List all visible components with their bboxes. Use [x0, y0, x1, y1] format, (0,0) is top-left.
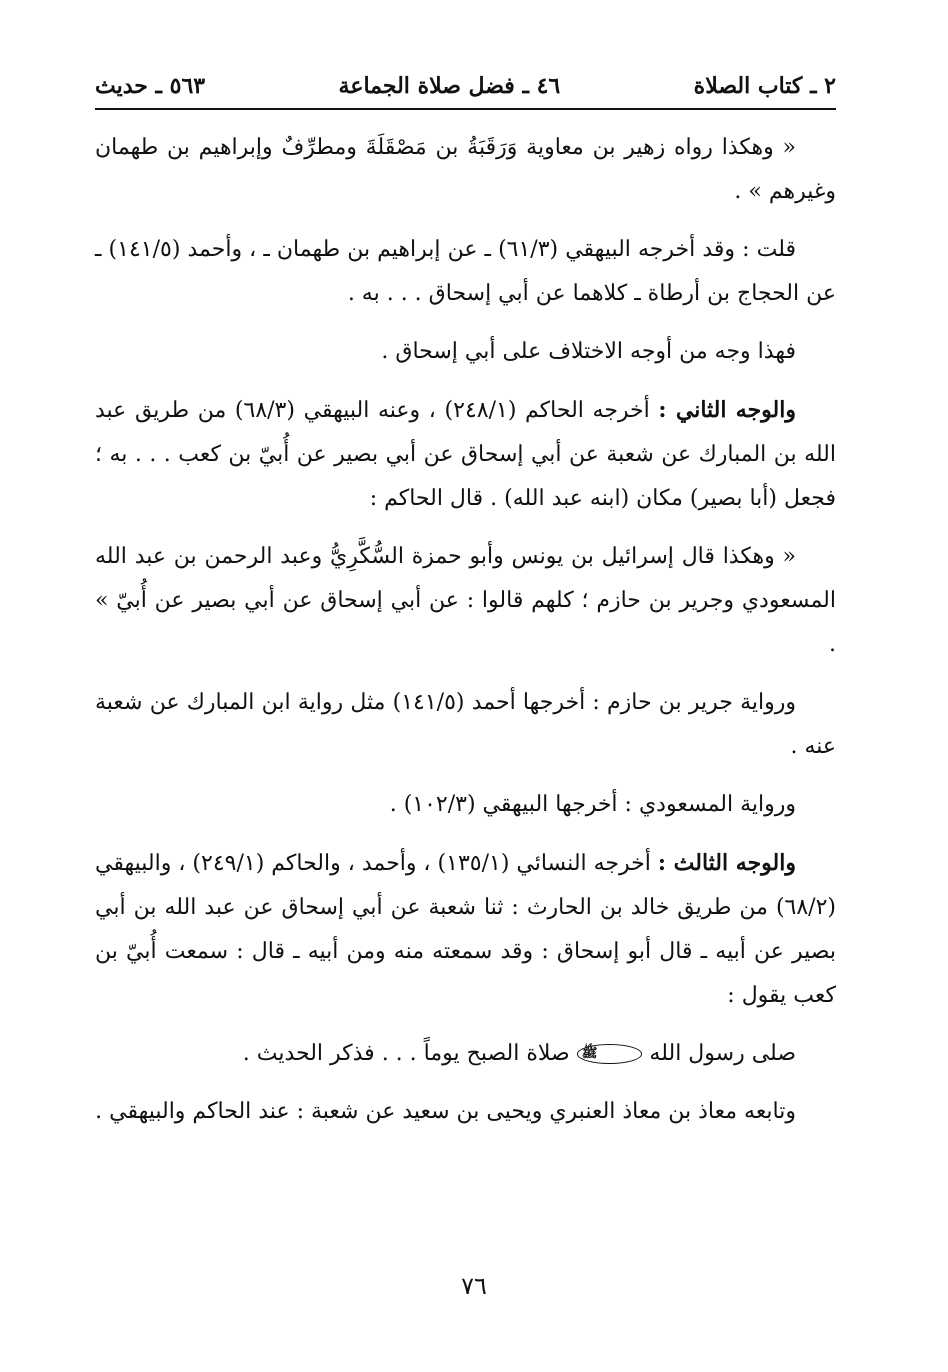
- header-book-title: ٢ ـ كتاب الصلاة: [693, 73, 836, 99]
- second-aspect-heading: والوجه الثاني :: [658, 397, 796, 423]
- paragraph-8: والوجه الثالث : أخرجه النسائي (١٣٥/١) ، وأحمد ، والحاكم (٢٤٩/١) ، والبيهقي (٦٨/٢) من طريق خالد بن الحارث : ثنا شعبة عن أبي إسحاق عن عبد الله بن أبي بصير عن أبيه ـ قال أبو إسحاق : وقد سمعته منه ومن أبيه ـ قال : سمعت أُبيّ بن كعب يقول :: [95, 850, 836, 1008]
- paragraph-3: فهذا وجه من أوجه الاختلاف على أبي إسحاق .: [381, 339, 796, 364]
- paragraph-2: قلت : وقد أخرجه البيهقي (٦١/٣) ـ عن إبراهيم بن طهمان ـ ، وأحمد (١٤١/٥) ـ عن الحجاج بن أرطاة ـ كلاهما عن أبي إسحاق . . . به .: [95, 237, 836, 306]
- header-chapter-title: ٤٦ ـ فضل صلاة الجماعة: [338, 73, 561, 99]
- paragraph-10: وتابعه معاذ بن معاذ العنبري ويحيى بن سعيد عن شعبة : عند الحاكم والبيهقي .: [95, 1099, 796, 1124]
- salla-honorific-icon: ﷺ: [577, 1044, 643, 1064]
- running-header: [95, 68, 836, 110]
- main-text: [95, 126, 836, 1148]
- paragraph-9: صلى رسول الله ﷺ صلاة الصبح يوماً . . . فذكر الحديث .: [242, 1041, 796, 1066]
- page-number: ٧٦: [461, 1272, 487, 1300]
- header-hadith-number: ٥٦٣ ـ حديث: [95, 73, 206, 99]
- paragraph-7: ورواية المسعودي : أخرجها البيهقي (١٠٢/٣) .: [389, 792, 796, 817]
- paragraph-5: « وهكذا قال إسرائيل بن يونس وأبو حمزة السُّكَّرِيُّ وعبد الرحمن بن عبد الله المسعودي وجرير بن حازم ؛ كلهم قالوا : عن أبي إسحاق عن أبي بصير عن أُبيّ » .: [95, 544, 836, 657]
- third-aspect-heading: والوجه الثالث :: [657, 850, 796, 876]
- paragraph-4: والوجه الثاني : أخرجه الحاكم (٢٤٨/١) ، وعنه البيهقي (٦٨/٣) من طريق عبد الله بن المبارك عن شعبة عن أبي إسحاق عن أبي بصير عن أُبيّ بن كعب . . . به ؛ فجعل (أبا بصير) مكان (ابنه عبد الله) . قال الحاكم :: [95, 397, 836, 511]
- paragraph-6: ورواية جرير بن حازم : أخرجها أحمد (١٤١/٥) مثل رواية ابن المبارك عن شعبة عنه .: [95, 690, 836, 759]
- paragraph-1: « وهكذا رواه زهير بن معاوية وَرَقَبَةُ بن مَصْقَلَةَ ومطرِّفٌ وإبراهيم بن طهمان وغيرهم » .: [95, 135, 836, 204]
